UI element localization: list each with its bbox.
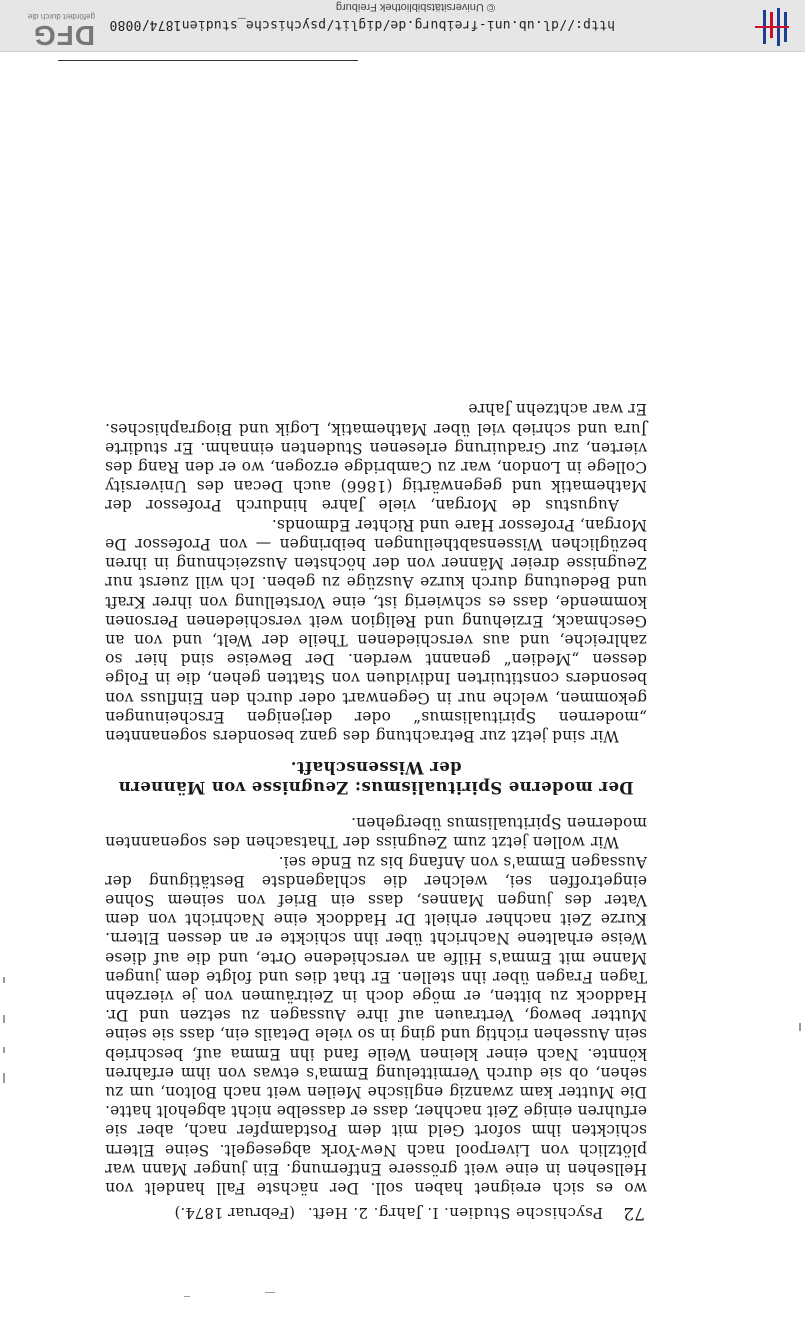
permalink-url[interactable]: http://dl.ub.uni-freiburg.de/diglit/psychische_studien1874/0080: [109, 17, 615, 32]
issue-date: (Februar 1874.): [174, 1204, 295, 1222]
university-logo-icon: [751, 6, 791, 48]
margin-mark: [799, 1023, 801, 1031]
copyright-credit: © Universitätsbibliothek Freiburg: [335, 1, 495, 13]
paragraph-transition: Wir wollen jetzt zum Zeugniss der Thatsachen des sogenannten modernen Spiritualismus übergehen.: [105, 814, 647, 852]
margin-mark: [265, 1292, 275, 1293]
body-text: [105, 399, 647, 1197]
paragraph-de-morgan: Augustus de Morgan, viele Jahre hindurch Professor der Mathematik und gegenwärtig (1866) auch Decan des University College in London, war zu Cambridge erzogen, wo er den Rang des vierten, zur Graduirung erlesenen Studenten einnahm. Er studirte Jura und schrieb viel über Mathematik, Logik und Biographisches. Er war achtzehn Jahre: [105, 400, 647, 515]
dfg-logo-text: DFG: [32, 20, 95, 51]
paragraph-spiritualismus: Wir sind jetzt zur Betrachtung des ganz besonders sogenannten „modernen Spiritualismus“ oder derjenigen Erscheinungen gekommen, welche nur in Gegenwart oder durch den Einfluss von besonders constituirten Individuen von Statten gehen, die in Folge dessen „Medien“ genannt werden. Der Beweise sind hier so zahlreiche, und aus verschiedenen Theile der Welt, und von an Geschmack, Erziehung und Religion weit verschiedenen Personen kommende, dass es schwierig ist, eine Vorstellung von ihrer Kraft und Bedeutung durch kurze Auszüge zu geben. Ich will zuerst nur Zeugnisse dreier Männer von der höchsten Auszeichnung in ihren bezüglichen Wissensabtheilungen beibringen — von Professor De Morgan, Professor Hare und Richter Edmonds.: [105, 515, 647, 745]
margin-mark: [3, 1047, 5, 1053]
page-number: 72: [623, 1203, 645, 1223]
margin-mark: [184, 1296, 190, 1297]
footnote-rule: [58, 60, 358, 61]
paragraph-hellsehen: wo es sich ereignet haben soll. Der nächste Fall handelt von Hellsehen in eine weit grössere Entfernung. Ein junger Mann war plötzlich von Liverpool nach New-York abgesegelt. Seine Eltern schickten ihm sofort Geld mit dem Postdampfer nach, aber sie erfuhren einige Zeit nachher, dass er dasselbe nicht abgeholt hatte. Die Mutter kam zwanzig englische Meilen weit nach Bolton, um zu sehen, ob sie durch Vermittelung Emma's etwas von ihm erfahren könnte. Nach einer kleinen Weile fand ihn Emma auf, beschrieb sein Aussehen richtig und ging in so viele Details ein, dass sie seine Mutter bewog, Vertrauen auf ihre Aussagen zu setzen und Dr. Haddock zu bitten, er möge doch in Zeiträumen von je vierzehn Tagen Fragen über ihn stellen. Er that dies und folgte dem jungen Manne mit Emma's Hilfe an verschiedene Orte, und die auf diese Weise erhaltene Nachricht über ihn schickte er an dessen Eltern. Kurze Zeit nachher erhielt Dr Haddock eine Nachricht von dem Vater des jungen Mannes, dass ein Brief von seinem Sohne eingetroffen sei, welcher die schlagendste Bestätigung der Aussagen Emma's von Anfang bis zu Ende sei.: [105, 852, 647, 1197]
dfg-logo-subtext: gefördert durch die: [27, 12, 95, 21]
margin-mark: [3, 1015, 5, 1023]
dfg-logo: [5, 3, 95, 49]
margin-mark: [3, 977, 5, 983]
margin-mark: [3, 1073, 5, 1083]
running-title: Psychische Studien. I. Jahrg. 2. Heft.: [307, 1204, 603, 1222]
section-heading: Der moderne Spiritualismus: Zeugnisse von Männern der Wissenschaft.: [118, 757, 634, 797]
